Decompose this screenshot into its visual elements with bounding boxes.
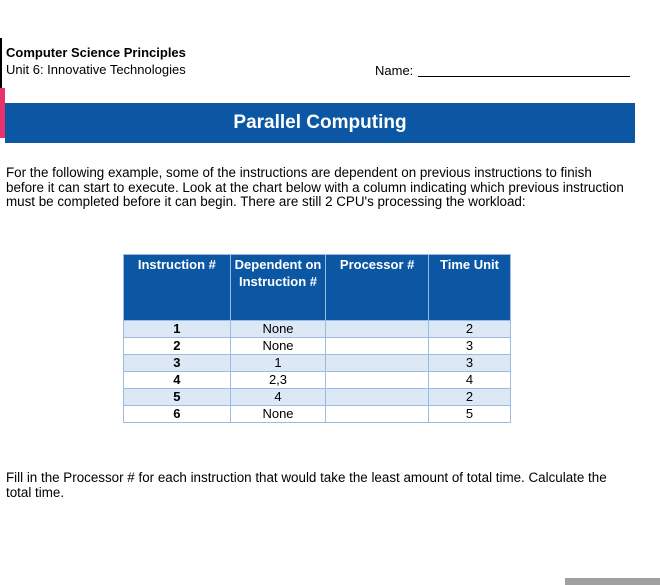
name-label: Name: [375, 63, 414, 78]
header-time: Time Unit [429, 255, 511, 321]
cell-dependent: None [230, 338, 325, 355]
unit-title: Unit 6: Innovative Technologies [6, 62, 186, 77]
cell-dependent: 4 [230, 389, 325, 406]
cell-time: 4 [429, 372, 511, 389]
table-row [124, 372, 511, 389]
table-row [124, 321, 511, 338]
cell-processor[interactable] [326, 338, 429, 355]
cell-processor[interactable] [326, 321, 429, 338]
cell-time: 3 [429, 338, 511, 355]
cell-dependent: 1 [230, 355, 325, 372]
cell-time: 2 [429, 321, 511, 338]
horizontal-scrollbar[interactable] [565, 578, 660, 585]
cell-instruction: 3 [124, 355, 231, 372]
cell-instruction: 4 [124, 372, 231, 389]
course-title: Computer Science Principles [6, 45, 186, 60]
cell-processor[interactable] [326, 355, 429, 372]
cell-dependent: 2,3 [230, 372, 325, 389]
cell-instruction: 6 [124, 406, 231, 423]
table-row [124, 406, 511, 423]
table-row [124, 389, 511, 406]
intro-paragraph: For the following example, some of the instructions are dependent on previous instructions to finish before it can start to execute. Look at the chart below with a column indicating which previous instruction must be completed before it can begin. There are still 2 CPU's processing the workload: [6, 165, 624, 209]
cell-processor[interactable] [326, 389, 429, 406]
banner-title: Parallel Computing [233, 112, 407, 133]
cell-time: 5 [429, 406, 511, 423]
margin-line [0, 38, 2, 88]
table-header-row [124, 255, 511, 321]
cell-processor[interactable] [326, 372, 429, 389]
cell-dependent: None [230, 321, 325, 338]
cell-instruction: 2 [124, 338, 231, 355]
instruction-table [123, 254, 511, 423]
table-row [124, 355, 511, 372]
instructions-paragraph: Fill in the Processor # for each instruction that would take the least amount of total time. Calculate the total time. [6, 470, 607, 500]
header-processor: Processor # [326, 255, 429, 321]
cell-time: 3 [429, 355, 511, 372]
table-row [124, 338, 511, 355]
header-dependent: Dependent on Instruction # [230, 255, 325, 321]
cell-time: 2 [429, 389, 511, 406]
cell-instruction: 1 [124, 321, 231, 338]
section-banner [5, 103, 635, 143]
name-field[interactable] [418, 76, 630, 77]
cell-dependent: None [230, 406, 325, 423]
cell-processor[interactable] [326, 406, 429, 423]
cell-instruction: 5 [124, 389, 231, 406]
header-instruction: Instruction # [124, 255, 231, 321]
